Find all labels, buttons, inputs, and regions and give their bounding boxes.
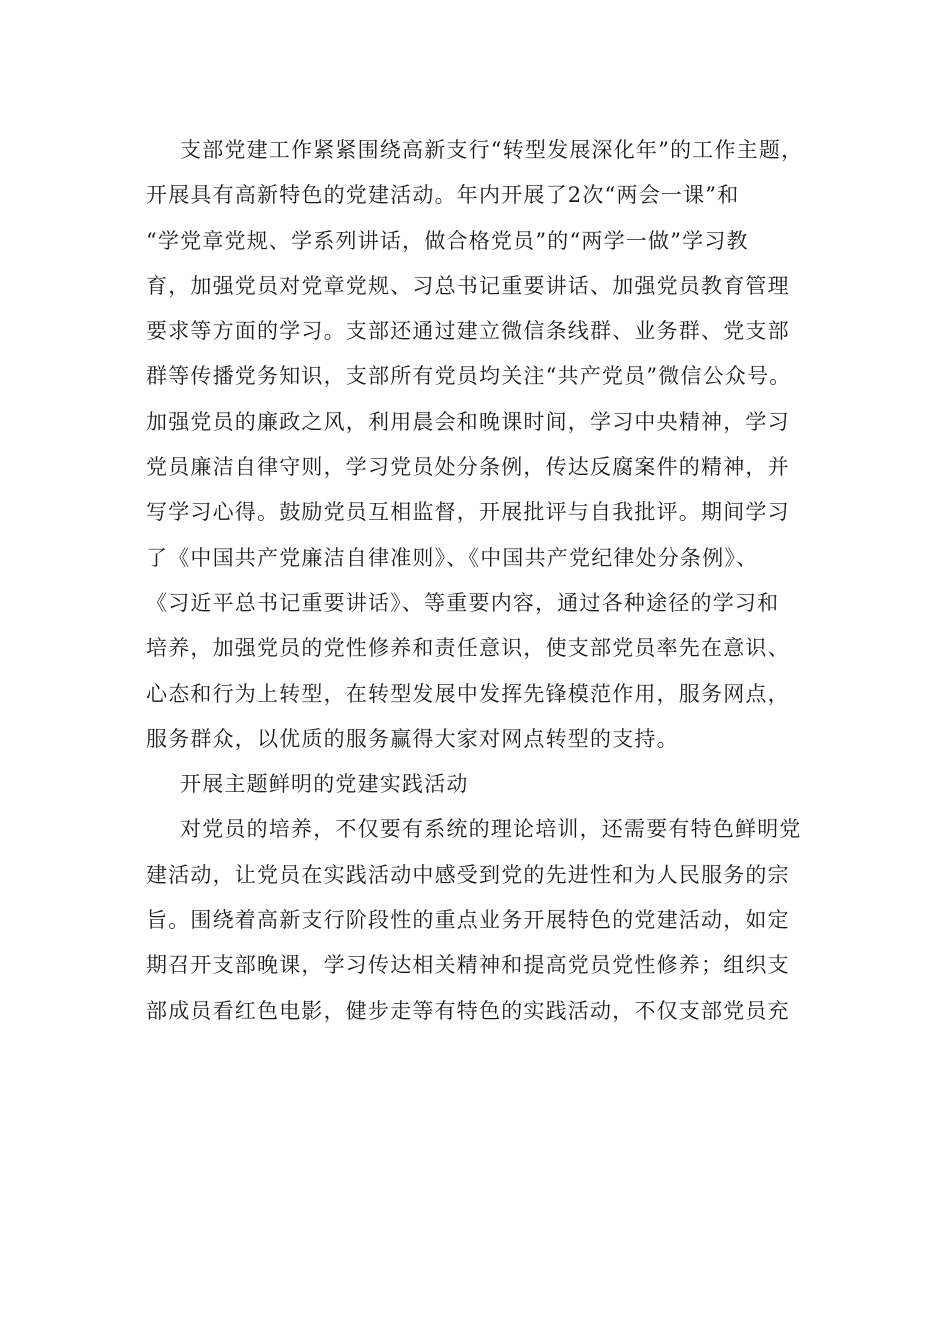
text-line: 加强党员的廉政之风，利用晨会和晚课时间，学习中央精神，学习	[146, 409, 790, 434]
paragraph-1	[146, 128, 826, 762]
text-line: 培养，加强党员的党性修养和责任意识，使支部党员率先在意识、	[146, 636, 790, 661]
text-line: 开展具有高新特色的党建活动。年内开展了2次“两会一课”和	[146, 183, 740, 208]
text-line: 对党员的培养，不仅要有系统的理论培训，还需要有特色鲜明党	[180, 817, 802, 842]
text-line: 了《中国共产党廉洁自律准则》、《中国共产党纪律处分条例》、	[146, 545, 759, 570]
text-line: 服务群众，以优质的服务赢得大家对网点转型的支持。	[146, 726, 679, 751]
text-line: “学党章党规、学系列讲话，做合格党员”的“两学一做”学习教	[146, 228, 749, 253]
text-line: 期召开支部晚课，学习传达相关精神和提高党员党性修养；组织支	[146, 953, 790, 978]
text-line: 心态和行为上转型，在转型发展中发挥先锋模范作用，服务网点，	[146, 681, 790, 706]
text-line: 党员廉洁自律守则，学习党员处分条例，传达反腐案件的精神，并	[146, 455, 790, 480]
text-line: 要求等方面的学习。支部还通过建立微信条线群、业务群、党支部	[146, 319, 790, 344]
text-line: 写学习心得。鼓励党员互相监督，开展批评与自我批评。期间学习	[146, 500, 790, 525]
section-heading: 开展主题鲜明的党建实践活动	[180, 772, 469, 797]
paragraph-2	[146, 807, 826, 1033]
document-body	[146, 128, 826, 1034]
text-line: 育，加强党员对党章党规、习总书记重要讲话、加强党员教育管理	[146, 273, 790, 298]
text-line: 支部党建工作紧紧围绕高新支行“转型发展深化年”的工作主题，	[180, 138, 804, 162]
text-line: 群等传播党务知识，支部所有党员均关注“共产党员”微信公众号。	[146, 364, 792, 389]
text-line: 《习近平总书记重要讲话》、等重要内容，通过各种途径的学习和	[146, 590, 780, 615]
text-line: 旨。围绕着高新支行阶段性的重点业务开展特色的党建活动，如定	[146, 908, 790, 933]
text-line: 部成员看红色电影，健步走等有特色的实践活动，不仅支部党员充	[146, 998, 790, 1023]
text-line: 建活动，让党员在实践活动中感受到党的先进性和为人民服务的宗	[146, 862, 790, 887]
